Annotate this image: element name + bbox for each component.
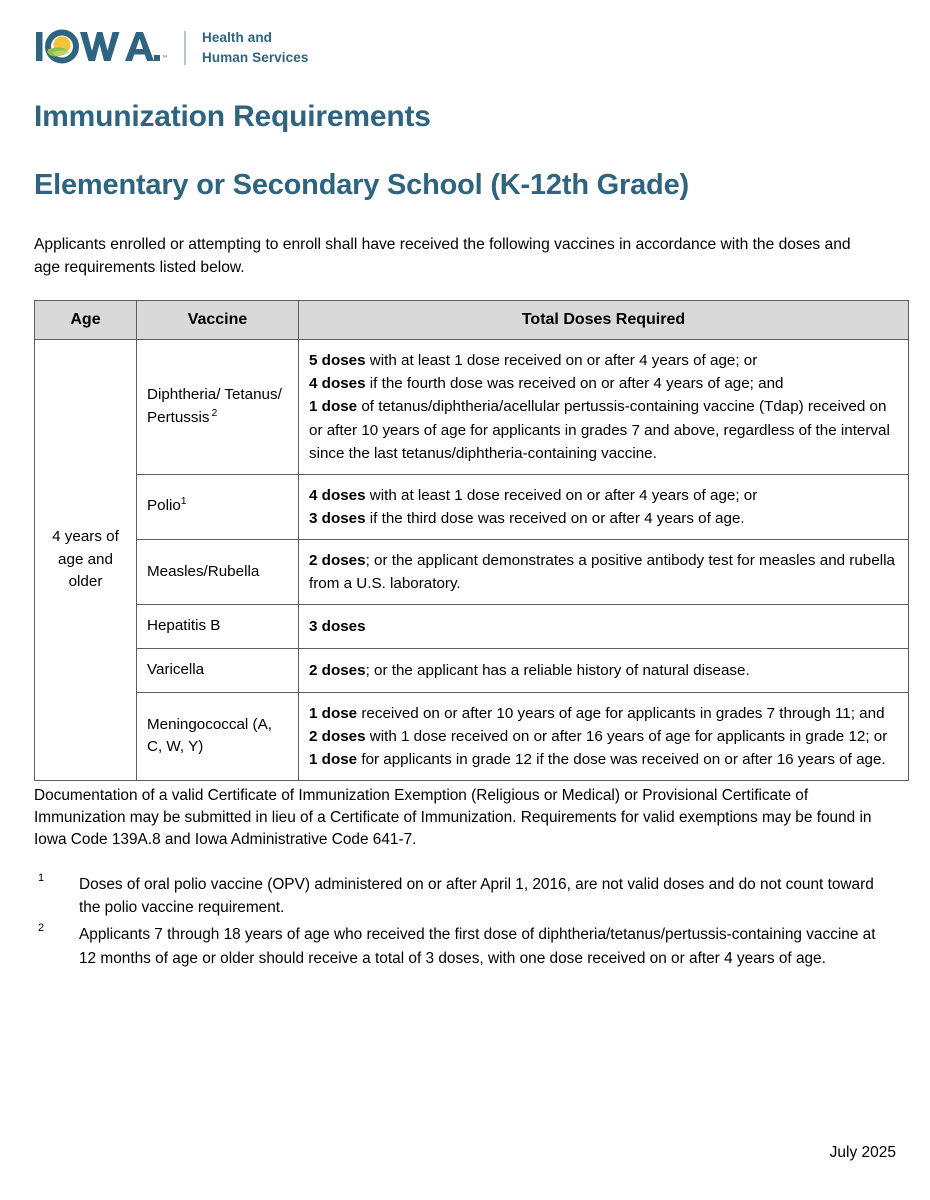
dose-count: 2 doses bbox=[309, 727, 366, 745]
logo-divider bbox=[184, 31, 186, 65]
dose-line: 5 doses with at least 1 dose received on or after 4 years of age; or bbox=[309, 352, 758, 370]
dose-line: 2 doses; or the applicant has a reliable history of natural disease. bbox=[309, 661, 750, 679]
footnote-text: Doses of oral polio vaccine (OPV) administered on or after April 1, 2016, are not valid doses and do not count toward the polio vaccine requirement. bbox=[79, 875, 874, 917]
age-group-cell: 4 years of age and older bbox=[35, 340, 137, 781]
svg-text:™: ™ bbox=[162, 55, 168, 61]
dose-line: 2 doses with 1 dose received on or after 16 years of age for applicants in grade 12; or bbox=[309, 727, 888, 745]
column-header-age: Age bbox=[35, 301, 137, 340]
iowa-hhs-logo bbox=[34, 26, 308, 70]
vaccine-name-cell: Meningococcal (A, C, W, Y) bbox=[137, 692, 299, 780]
dose-count: 1 dose bbox=[309, 704, 358, 722]
table-row bbox=[35, 340, 909, 474]
dose-requirement-cell bbox=[299, 692, 909, 780]
footnote-item bbox=[34, 923, 896, 971]
dose-requirement-cell bbox=[299, 340, 909, 474]
footnotes-list bbox=[34, 873, 896, 972]
table-body bbox=[35, 340, 909, 781]
vaccine-name-cell: Varicella bbox=[137, 648, 299, 692]
dose-requirement-cell bbox=[299, 539, 909, 604]
exemption-note: Documentation of a valid Certificate of Immunization Exemption (Religious or Medical) or Provisional Certificate of Immunization may be submitted in lieu of a Certificate of Immunization. Requirements for valid exemptions may be found in Iowa Code 139A.8 and Iowa Administrative Code 641-7. bbox=[34, 786, 872, 848]
footnote-ref-1: 1 bbox=[180, 495, 187, 508]
table-row bbox=[35, 605, 909, 649]
dose-line: 1 dose for applicants in grade 12 if the dose was received on or after 16 years of age. bbox=[309, 750, 886, 768]
agency-name-line2: Human Services bbox=[202, 50, 309, 65]
agency-name-line1: Health and bbox=[202, 30, 273, 46]
dose-line: 1 dose received on or after 10 years of age for applicants in grades 7 through 11; and bbox=[309, 704, 885, 722]
footnote-item bbox=[34, 873, 896, 921]
vaccine-name-cell: Measles/Rubella bbox=[137, 539, 299, 604]
dose-count: 2 doses bbox=[309, 551, 366, 569]
page-subtitle: Elementary or Secondary School (K-12th Grade) bbox=[34, 169, 689, 201]
dose-requirement-cell bbox=[299, 474, 909, 539]
dose-line: 4 doses with at least 1 dose received on or after 4 years of age; or bbox=[309, 486, 758, 504]
dose-count: 1 dose bbox=[309, 398, 358, 416]
table-header bbox=[35, 301, 909, 340]
table-header-row bbox=[35, 301, 909, 340]
dose-line: 2 doses; or the applicant demonstrates a positive antibody test for measles and rubella from a U.S. laboratory. bbox=[309, 551, 895, 592]
page-title: Immunization Requirements bbox=[34, 100, 431, 133]
intro-paragraph: Applicants enrolled or attempting to enroll shall have received the following vaccines in accordance with the doses and age requirements listed below. bbox=[34, 236, 851, 276]
immunization-requirements-table bbox=[34, 300, 909, 781]
dose-requirement-cell bbox=[299, 605, 909, 649]
column-header-vaccine: Vaccine bbox=[137, 301, 299, 340]
dose-count: 3 doses bbox=[309, 509, 366, 527]
dose-count: 2 doses bbox=[309, 661, 366, 679]
dose-count: 1 dose bbox=[309, 750, 358, 768]
table-row bbox=[35, 474, 909, 539]
dose-count: 4 doses bbox=[309, 375, 366, 393]
footnote-text: Applicants 7 through 18 years of age who received the first dose of diphtheria/tetanus/pertussis-containing vaccine at 12 months of age or older should receive a total of 3 doses, with one dose received on or after 4 years of age. bbox=[79, 926, 876, 968]
dose-count: 4 doses bbox=[309, 486, 366, 504]
agency-name bbox=[202, 28, 308, 67]
iowa-wordmark-icon bbox=[34, 26, 172, 70]
dose-line: 1 dose of tetanus/diphtheria/acellular pertussis-containing vaccine (Tdap) received on or after 10 years of age for applicants in grades 7 and above, regardless of the interval since the last tetanus/diphtheria-containing vaccine. bbox=[309, 398, 890, 462]
footer-date: July 2025 bbox=[829, 1144, 896, 1161]
dose-line bbox=[309, 615, 896, 638]
vaccine-name-cell: Polio$^1$ bbox=[137, 474, 299, 539]
dose-count: 3 doses bbox=[309, 617, 366, 635]
table-row bbox=[35, 692, 909, 780]
masthead bbox=[34, 0, 896, 72]
column-header-total-doses: Total Doses Required bbox=[299, 301, 909, 340]
footnote-ref-2: 2 bbox=[211, 406, 218, 419]
footnote-marker: 1 bbox=[38, 871, 45, 884]
table-row bbox=[35, 539, 909, 604]
table-row bbox=[35, 648, 909, 692]
dose-line: 4 doses if the fourth dose was received on or after 4 years of age; and bbox=[309, 375, 784, 393]
dose-requirement-cell bbox=[299, 648, 909, 692]
footnote-marker: 2 bbox=[38, 922, 45, 935]
vaccine-name-cell: Diphtheria/ Tetanus/ Pertussis $^2$ bbox=[137, 340, 299, 474]
dose-count: 5 doses bbox=[309, 352, 366, 370]
vaccine-name-cell: Hepatitis B bbox=[137, 605, 299, 649]
dose-line: 3 doses if the third dose was received on or after 4 years of age. bbox=[309, 509, 745, 527]
